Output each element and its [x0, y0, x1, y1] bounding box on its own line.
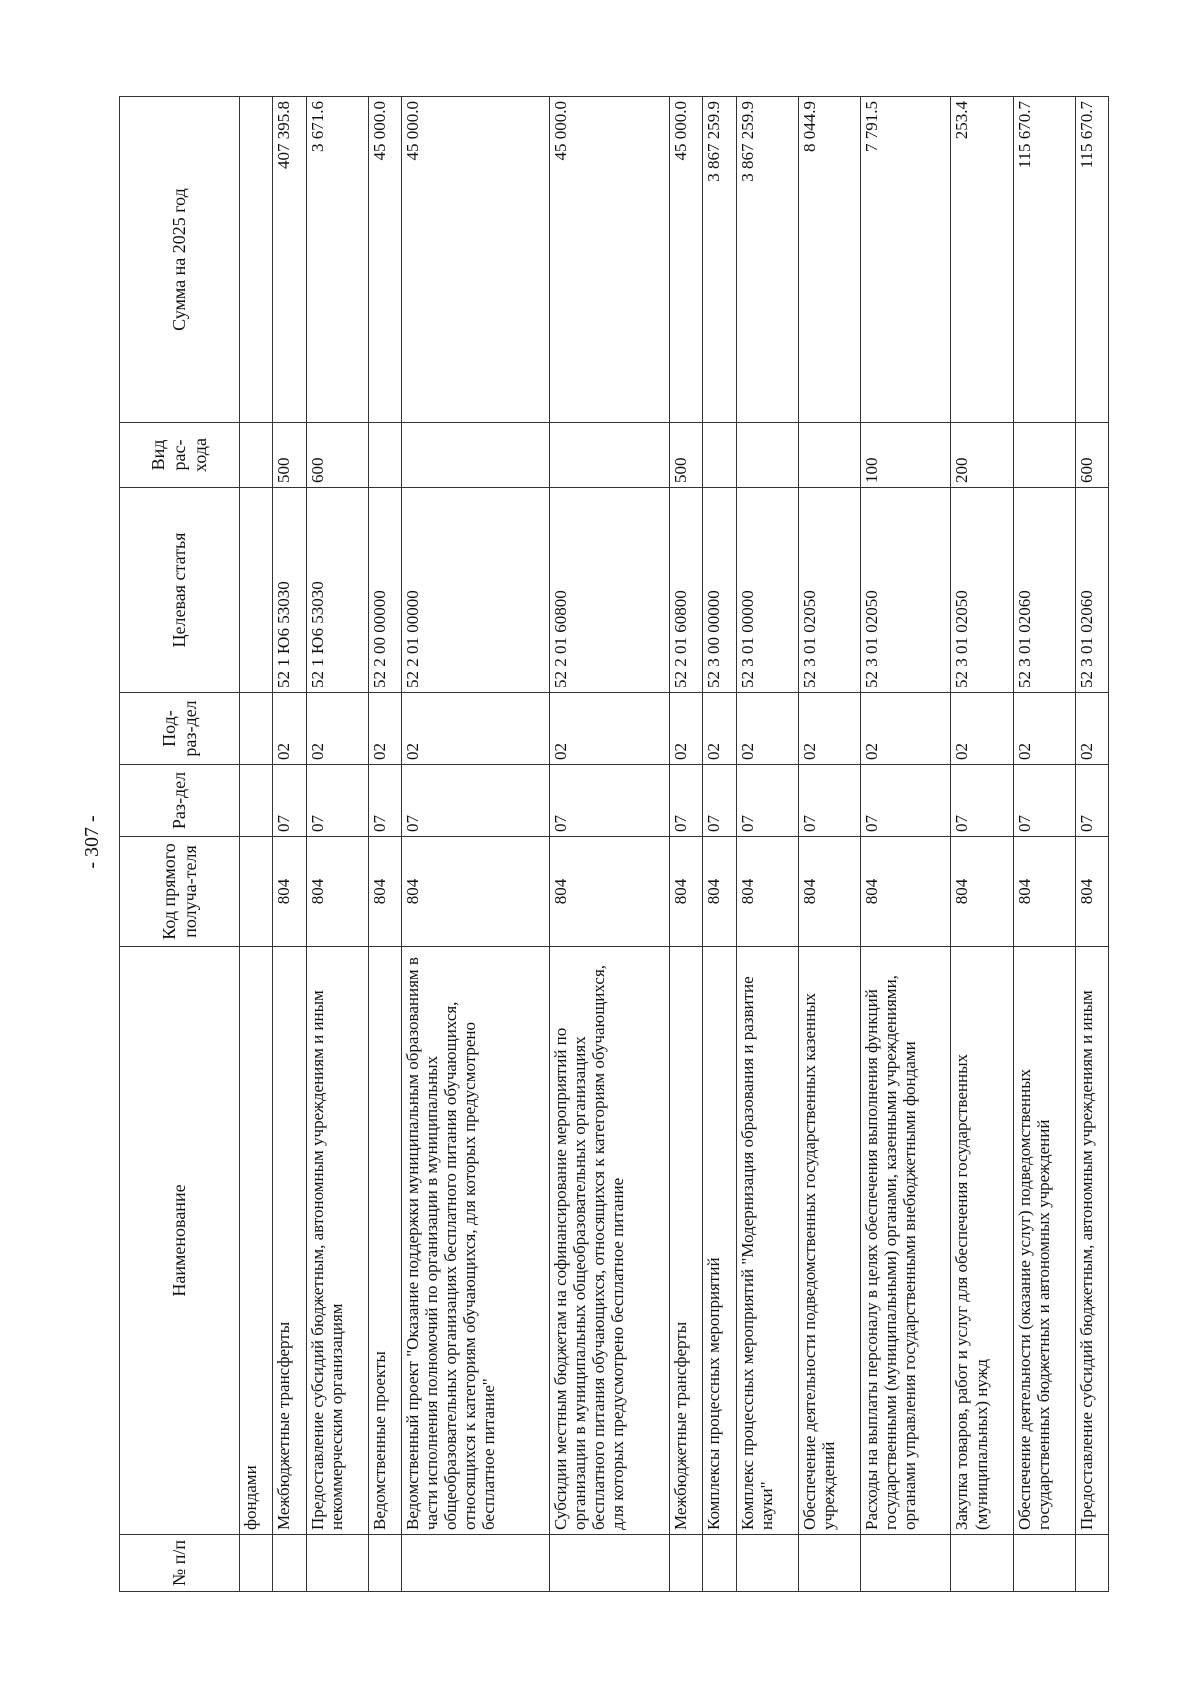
header-podrazdel: Под-раз-дел [120, 693, 240, 765]
cell-target: 52 3 01 02060 [1075, 488, 1108, 693]
cell-razdel: 07 [1013, 765, 1075, 837]
cell-sum: 45 000.0 [401, 97, 549, 423]
cell-podrazdel [240, 693, 273, 765]
cell-name: Ведомственные проекты [368, 947, 401, 1535]
header-recipient: Код прямого получа-теля [120, 837, 240, 947]
cell-podrazdel: 02 [736, 693, 798, 765]
cell-sum: 7 791.5 [860, 97, 951, 423]
cell-target: 52 1 Ю6 53030 [306, 488, 368, 693]
cell-razdel: 07 [669, 765, 702, 837]
cell-podrazdel: 02 [951, 693, 1013, 765]
table-row [550, 97, 670, 1592]
cell-razdel [240, 765, 273, 837]
header-target: Целевая статья [120, 488, 240, 693]
cell-sum [240, 97, 273, 423]
cell-recipient: 804 [798, 837, 860, 947]
cell-vid [703, 423, 736, 488]
cell-recipient: 804 [860, 837, 951, 947]
cell-razdel: 07 [368, 765, 401, 837]
cell-sum: 45 000.0 [550, 97, 670, 423]
cell-recipient: 804 [1075, 837, 1108, 947]
cell-sum: 3 671.6 [306, 97, 368, 423]
cell-num [703, 1535, 736, 1592]
cell-name: Закупка товаров, работ и услуг для обеспечения государственных (муниципальных) нужд [951, 947, 1013, 1535]
cell-num [860, 1535, 951, 1592]
cell-vid [368, 423, 401, 488]
cell-podrazdel: 02 [1075, 693, 1108, 765]
cell-podrazdel: 02 [306, 693, 368, 765]
cell-num [550, 1535, 670, 1592]
cell-target: 52 2 01 00000 [401, 488, 549, 693]
cell-target: 52 3 01 02050 [860, 488, 951, 693]
cell-target: 52 3 01 02050 [951, 488, 1013, 693]
cell-razdel: 07 [306, 765, 368, 837]
cell-num [1013, 1535, 1075, 1592]
table-row [951, 97, 1013, 1592]
cell-sum: 45 000.0 [669, 97, 702, 423]
cell-num [306, 1535, 368, 1592]
header-razdel: Раз-дел [120, 765, 240, 837]
cell-target: 52 2 01 60800 [550, 488, 670, 693]
cell-num [1075, 1535, 1108, 1592]
table-row [1075, 97, 1108, 1592]
cell-sum: 407 395.8 [273, 97, 306, 423]
cell-razdel: 07 [401, 765, 549, 837]
cell-target [240, 488, 273, 693]
cell-vid [1013, 423, 1075, 488]
cell-sum: 115 670.7 [1013, 97, 1075, 423]
cell-recipient: 804 [550, 837, 670, 947]
cell-name: Ведомственный проект "Оказание поддержки муниципальным образованиям в части исполнения полномочий по организации в муниципальных общеобразовательных организациях бесплатного питания обучающихся, относящихся к категориям обучающихся, для которых предусмотрено бесплатное питание" [401, 947, 549, 1535]
table-row [860, 97, 951, 1592]
cell-podrazdel: 02 [860, 693, 951, 765]
cell-target: 52 2 00 00000 [368, 488, 401, 693]
table-row [306, 97, 368, 1592]
table-row [736, 97, 798, 1592]
table-row [240, 97, 273, 1592]
header-num: № п/п [120, 1535, 240, 1592]
cell-vid [736, 423, 798, 488]
cell-recipient: 804 [703, 837, 736, 947]
cell-vid [550, 423, 670, 488]
cell-recipient: 804 [1013, 837, 1075, 947]
table-body [240, 97, 1109, 1592]
cell-target: 52 3 01 00000 [736, 488, 798, 693]
cell-podrazdel: 02 [1013, 693, 1075, 765]
cell-name: фондами [240, 947, 273, 1535]
cell-name: Комплекс процессных мероприятий "Модернизация образования и развитие науки" [736, 947, 798, 1535]
cell-razdel: 07 [951, 765, 1013, 837]
cell-sum: 8 044.9 [798, 97, 860, 423]
cell-num [273, 1535, 306, 1592]
cell-vid: 500 [669, 423, 702, 488]
table-row [401, 97, 549, 1592]
cell-name: Комплексы процессных мероприятий [703, 947, 736, 1535]
cell-name: Субсидии местным бюджетам на софинансирование мероприятий по организации в муниципальных общеобразовательных организациях бесплатного питания обучающихся, относящихся к категориям обучающихся, для которых предусмотрено бесплатное питание [550, 947, 670, 1535]
cell-vid: 100 [860, 423, 951, 488]
cell-target: 52 2 01 60800 [669, 488, 702, 693]
cell-razdel: 07 [1075, 765, 1108, 837]
cell-target: 52 3 01 02060 [1013, 488, 1075, 693]
cell-vid [401, 423, 549, 488]
cell-podrazdel: 02 [550, 693, 670, 765]
table-header-row [120, 97, 240, 1592]
cell-razdel: 07 [703, 765, 736, 837]
cell-name: Обеспечение деятельности (оказание услуг) подведомственных государственных бюджетных и автономных учреждений [1013, 947, 1075, 1535]
table-row [273, 97, 306, 1592]
header-sum: Сумма на 2025 год [120, 97, 240, 423]
cell-razdel: 07 [273, 765, 306, 837]
cell-sum: 115 670.7 [1075, 97, 1108, 423]
cell-recipient [240, 837, 273, 947]
cell-name: Обеспечение деятельности подведомственных государственных казенных учреждений [798, 947, 860, 1535]
cell-razdel: 07 [736, 765, 798, 837]
table-row [368, 97, 401, 1592]
cell-num [736, 1535, 798, 1592]
cell-podrazdel: 02 [273, 693, 306, 765]
cell-podrazdel: 02 [368, 693, 401, 765]
cell-podrazdel: 02 [798, 693, 860, 765]
cell-vid [240, 423, 273, 488]
cell-recipient: 804 [669, 837, 702, 947]
cell-razdel: 07 [550, 765, 670, 837]
cell-num [798, 1535, 860, 1592]
cell-recipient: 804 [401, 837, 549, 947]
cell-sum: 3 867 259.9 [736, 97, 798, 423]
cell-name: Межбюджетные трансферты [669, 947, 702, 1535]
cell-sum: 45 000.0 [368, 97, 401, 423]
cell-num [368, 1535, 401, 1592]
cell-recipient: 804 [306, 837, 368, 947]
cell-sum: 253.4 [951, 97, 1013, 423]
table-row [1013, 97, 1075, 1592]
cell-recipient: 804 [368, 837, 401, 947]
budget-table [119, 96, 1109, 1592]
cell-podrazdel: 02 [401, 693, 549, 765]
header-vid: Вид рас-хода [120, 423, 240, 488]
cell-num [240, 1535, 273, 1592]
cell-target: 52 3 00 00000 [703, 488, 736, 693]
cell-num [951, 1535, 1013, 1592]
cell-vid: 600 [1075, 423, 1108, 488]
budget-table-container [119, 97, 1109, 1592]
cell-recipient: 804 [736, 837, 798, 947]
cell-vid: 200 [951, 423, 1013, 488]
cell-recipient: 804 [951, 837, 1013, 947]
header-name: Наименование [120, 947, 240, 1535]
cell-vid: 600 [306, 423, 368, 488]
cell-target: 52 1 Ю6 53030 [273, 488, 306, 693]
cell-name: Расходы на выплаты персоналу в целях обеспечения выполнения функций государственными (муниципальными) органами, казенными учреждениями, органами управления государственными внебюджетными фондами [860, 947, 951, 1535]
table-row [669, 97, 702, 1592]
cell-num [669, 1535, 702, 1592]
cell-vid [798, 423, 860, 488]
cell-name: Предоставление субсидий бюджетным, автономным учреждениям и иным [1075, 947, 1108, 1535]
cell-vid: 500 [273, 423, 306, 488]
cell-target: 52 3 01 02050 [798, 488, 860, 693]
cell-name: Предоставление субсидий бюджетным, автономным учреждениям и иным некоммерческим организациям [306, 947, 368, 1535]
page-number: - 307 - [80, 815, 103, 869]
cell-recipient: 804 [273, 837, 306, 947]
cell-num [401, 1535, 549, 1592]
cell-name: Межбюджетные трансферты [273, 947, 306, 1535]
cell-razdel: 07 [860, 765, 951, 837]
cell-podrazdel: 02 [703, 693, 736, 765]
cell-razdel: 07 [798, 765, 860, 837]
table-row [703, 97, 736, 1592]
table-row [798, 97, 860, 1592]
cell-podrazdel: 02 [669, 693, 702, 765]
cell-sum: 3 867 259.9 [703, 97, 736, 423]
